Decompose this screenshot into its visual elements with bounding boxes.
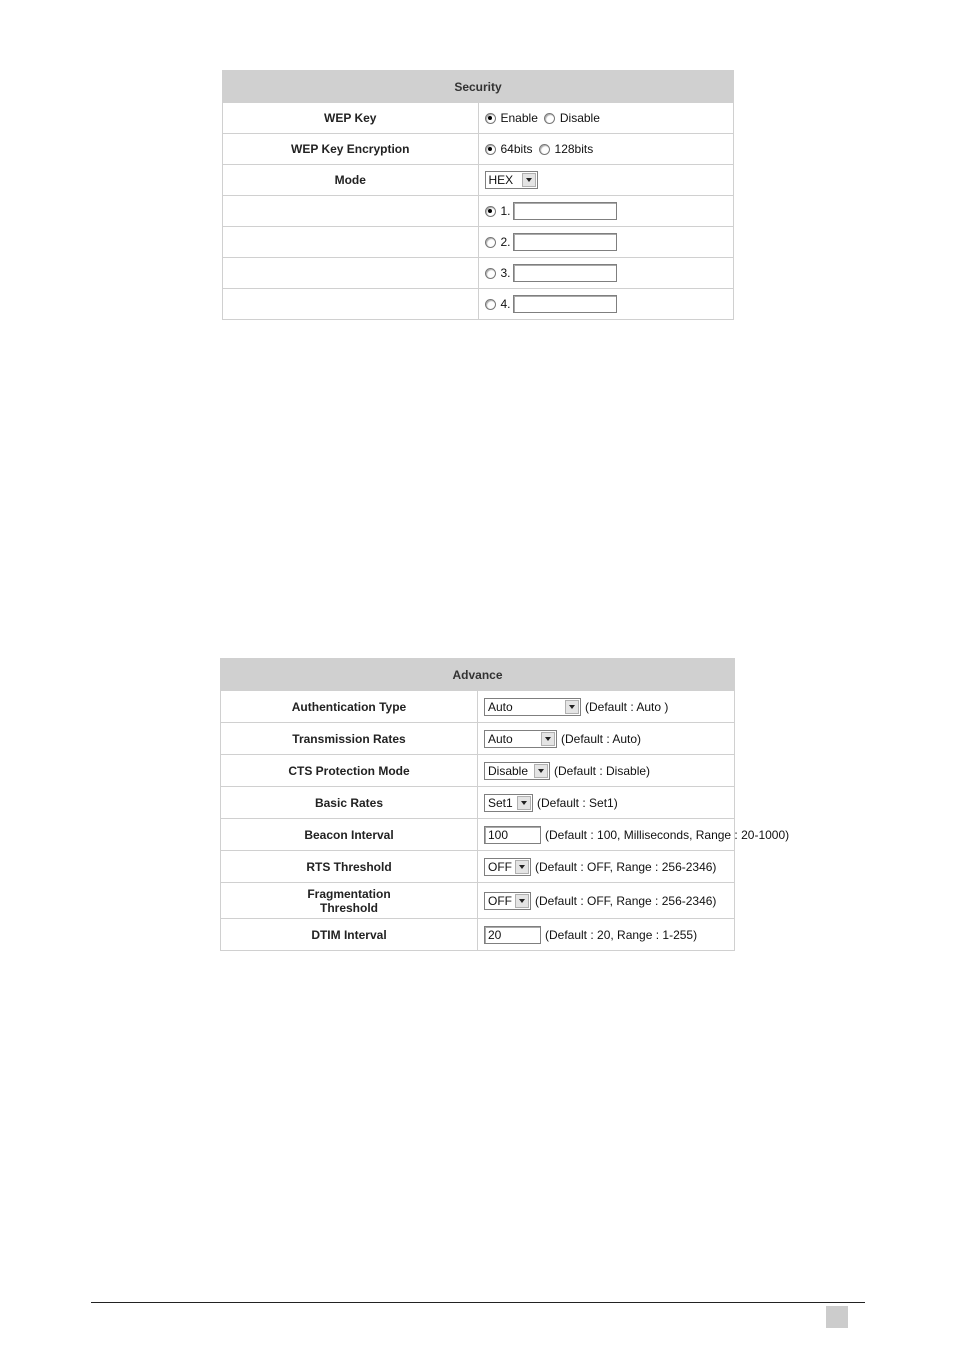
advance-panel: [220, 658, 790, 951]
mode-select-value: HEX: [488, 173, 514, 187]
security-panel: [222, 70, 734, 320]
rts-hint: (Default : OFF, Range : 256-2346): [535, 859, 717, 874]
frag-label: [221, 883, 478, 919]
mode-row: [223, 165, 734, 196]
key-3-input[interactable]: [513, 264, 617, 282]
wep-key-label: WEP Key: [223, 103, 479, 134]
basic-rates-select[interactable]: [484, 794, 533, 812]
tx-rates-select[interactable]: [484, 730, 557, 748]
chevron-down-icon: [517, 796, 531, 810]
cts-row: [221, 755, 735, 787]
key-row-4: [223, 289, 734, 320]
key-row-3: [223, 258, 734, 289]
wep-encryption-label: WEP Key Encryption: [223, 134, 479, 165]
chevron-down-icon: [522, 173, 536, 187]
cts-label: CTS Protection Mode: [221, 755, 478, 787]
basic-rates-row: [221, 787, 735, 819]
auth-type-value: Auto: [488, 699, 513, 714]
key-1-radio[interactable]: [485, 206, 496, 217]
frag-value: OFF: [488, 893, 512, 908]
key-1-label: 1.: [500, 204, 511, 218]
mode-select[interactable]: [485, 171, 538, 189]
chevron-down-icon: [541, 732, 555, 746]
frag-hint: (Default : OFF, Range : 256-2346): [535, 893, 717, 908]
frag-row: [221, 883, 735, 919]
beacon-hint: (Default : 100, Milliseconds, Range : 20-1000): [545, 827, 790, 842]
auth-type-hint: (Default : Auto ): [585, 699, 669, 714]
encryption-128-radio[interactable]: [539, 144, 550, 155]
dtim-hint: (Default : 20, Range : 1-255): [545, 927, 698, 942]
dtim-input[interactable]: 20: [484, 926, 541, 944]
rts-select[interactable]: [484, 858, 531, 876]
chevron-down-icon: [515, 860, 529, 874]
rts-row: [221, 851, 735, 883]
rts-value: OFF: [488, 859, 512, 874]
cts-select[interactable]: [484, 762, 550, 780]
wep-disable-label: Disable: [559, 111, 600, 126]
auth-type-row: [221, 691, 735, 723]
key-2-label: 2.: [500, 235, 511, 249]
chevron-down-icon: [534, 764, 548, 778]
dtim-label: DTIM Interval: [221, 919, 478, 951]
advance-title: Advance: [221, 659, 735, 691]
beacon-label: Beacon Interval: [221, 819, 478, 851]
rts-label: RTS Threshold: [221, 851, 478, 883]
basic-rates-label: Basic Rates: [221, 787, 478, 819]
tx-rates-value: Auto: [488, 731, 513, 746]
encryption-64-label: 64bits: [500, 142, 533, 157]
key-1-input[interactable]: [513, 202, 617, 220]
tx-rates-label: Transmission Rates: [221, 723, 478, 755]
encryption-128-label: 128bits: [554, 142, 594, 157]
wep-enable-label: Enable: [500, 111, 538, 126]
tx-rates-row: [221, 723, 735, 755]
footer-divider: [91, 1302, 865, 1303]
tx-rates-hint: (Default : Auto): [561, 731, 642, 746]
encryption-64-radio[interactable]: [485, 144, 496, 155]
wep-enable-radio[interactable]: [485, 113, 496, 124]
key-4-input[interactable]: [513, 295, 617, 313]
wep-key-row: [223, 103, 734, 134]
wep-disable-radio[interactable]: [544, 113, 555, 124]
key-3-label: 3.: [500, 266, 511, 280]
page-number-box: [826, 1306, 848, 1328]
basic-rates-hint: (Default : Set1): [537, 795, 618, 810]
key-2-input[interactable]: [513, 233, 617, 251]
security-title: Security: [223, 71, 734, 103]
basic-rates-value: Set1: [488, 795, 513, 810]
chevron-down-icon: [565, 700, 579, 714]
beacon-input[interactable]: 100: [484, 826, 541, 844]
auth-type-label: Authentication Type: [221, 691, 478, 723]
key-3-radio[interactable]: [485, 268, 496, 279]
chevron-down-icon: [515, 894, 529, 908]
auth-type-select[interactable]: [484, 698, 581, 716]
frag-select[interactable]: [484, 892, 531, 910]
key-2-radio[interactable]: [485, 237, 496, 248]
dtim-row: [221, 919, 735, 951]
key-4-label: 4.: [500, 297, 511, 311]
key-row-2: [223, 227, 734, 258]
key-row-1: [223, 196, 734, 227]
mode-label: Mode: [223, 165, 479, 196]
wep-encryption-row: [223, 134, 734, 165]
cts-value: Disable: [488, 763, 529, 778]
frag-label-line1: Fragmentation: [307, 886, 391, 901]
key-4-radio[interactable]: [485, 299, 496, 310]
frag-label-line2: Threshold: [319, 900, 378, 915]
beacon-row: [221, 819, 735, 851]
cts-hint: (Default : Disable): [554, 763, 651, 778]
